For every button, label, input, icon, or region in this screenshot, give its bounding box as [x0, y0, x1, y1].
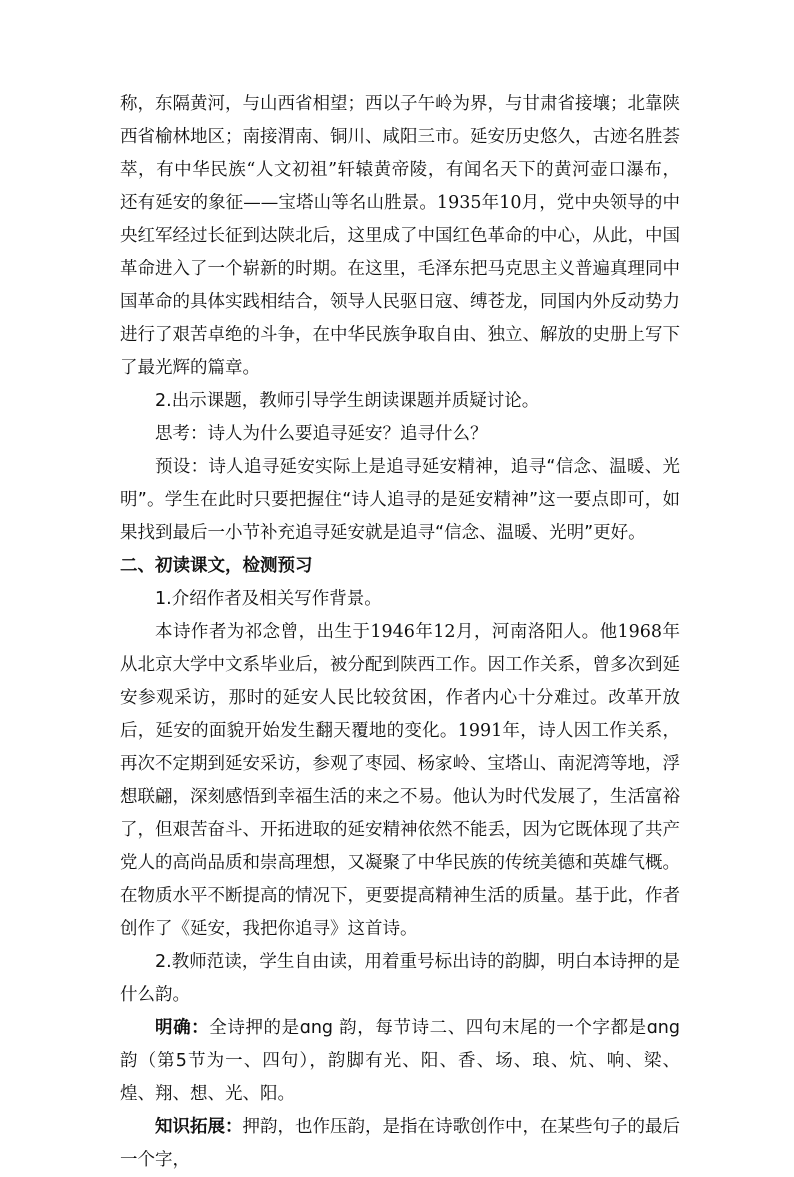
paragraph-step-2: 2.出示课题，教师引导学生朗读课题并质疑讨论。 [155, 391, 540, 411]
paragraph-knowledge [120, 1111, 680, 1177]
paragraph-preset: 预设：诗人追寻延安实际上是追寻延安精神，追寻“信念、温暖、光明”。学生在此时只要把握住“诗人追寻的是延安精神”这一要点即可，如果找到最后一小节补充追寻延安就是追寻“信念、温暖、光明”更好。 [120, 457, 680, 543]
paragraph-yanan-intro: 称，东隔黄河，与山西省相望；西以子午岭为界，与甘肃省接壤；北靠陕西省榆林地区；南接渭南、铜川、咸阳三市。延安历史悠久，古迹名胜荟萃，有中华民族“人文初祖”轩辕黄帝陵，有闻名天下的黄河壶口瀑布，还有延安的象征——宝塔山等名山胜景。1935年10月，党中央领导的中央红军经过长征到达陕北后，这里成了中国红色革命的中心，从此，中国革命进入了一个崭新的时期。在这里，毛泽东把马克思主义普遍真理同中国革命的具体实践相结合，领导人民驱日寇、缚苍龙，同国内外反动势力进行了艰苦卓绝的斗争，在中华民族争取自由、独立、解放的史册上写下了最光辉的篇章。 [120, 94, 680, 378]
paragraph-question: 思考：诗人为什么要追寻延安？追寻什么？ [155, 424, 488, 444]
document-body [120, 88, 680, 1177]
section-heading: 二、初读课文，检测预习 [120, 556, 313, 576]
knowledge-text: 押韵，也作压韵，是指在诗歌创作中，在某些句子的最后一个字， [120, 1117, 680, 1170]
clarify-text: 全诗押的是ɑng 韵，每节诗二、四句末尾的一个字都是ɑng 韵（第5节为一、四句），韵脚有光、阳、香、场、琅、炕、响、梁、煌、翔、想、光、阳。 [120, 1018, 681, 1104]
clarify-label: 明确： [155, 1018, 210, 1038]
paragraph-clarify [120, 1012, 680, 1111]
paragraph-author-intro: 1.介绍作者及相关写作背景。 [155, 589, 382, 609]
knowledge-label: 知识拓展： [155, 1117, 243, 1137]
paragraph-reading: 2.教师范读，学生自由读，用着重号标出诗的韵脚，明白本诗押的是什么韵。 [120, 952, 680, 1005]
paragraph-author-bio: 本诗作者为祁念曾，出生于1946年12月，河南洛阳人。他1968年从北京大学中文系毕业后，被分配到陕西工作。因工作关系，曾多次到延安参观采访，那时的延安人民比较贫困，作者内心十分难过。改革开放后，延安的面貌开始发生翻天覆地的变化。1991年，诗人因工作关系，再次不定期到延安采访，参观了枣园、杨家岭、宝塔山、南泥湾等地，浮想联翩，深刻感悟到幸福生活的来之不易。他认为时代发展了，生活富裕了，但艰苦奋斗、开拓进取的延安精神依然不能丢，因为它既体现了共产党人的高尚品质和崇高理想，又凝聚了中华民族的传统美德和英雄气概。在物质水平不断提高的情况下，更要提高精神生活的质量。基于此，作者创作了《延安，我把你追寻》这首诗。 [120, 622, 680, 939]
